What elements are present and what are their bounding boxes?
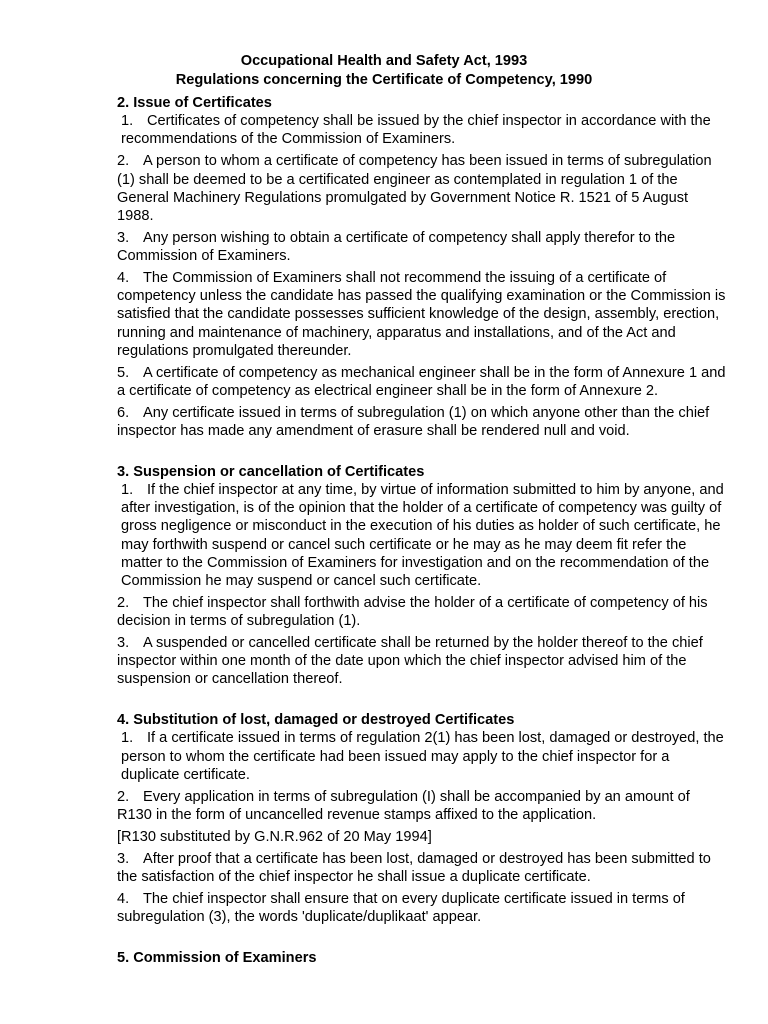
section-spacer: [117, 692, 727, 711]
document-title: [0, 52, 768, 89]
regulation-paragraph: [117, 481, 727, 590]
paragraph-number: 4.: [117, 269, 130, 286]
paragraph-text: A person to whom a certificate of competency has been issued in terms of subregulation (1) shall be deemed to be a certificated engineer as contemplated in regulation 1 of the General Machinery Regulations promulgated by Government Notice R. 1521 of 5 August 1988.: [117, 153, 712, 224]
regulation-paragraph: [117, 364, 727, 400]
section-spacer: [117, 930, 727, 949]
paragraph-text: Certificates of competency shall be issued by the chief inspector in accordance with the recommendations of the Commission of Examiners.: [121, 113, 711, 148]
regulation-paragraph: [117, 850, 727, 886]
regulation-paragraph: [117, 634, 727, 689]
paragraph-text: [R130 substituted by G.N.R.962 of 20 May 1994]: [117, 828, 432, 845]
regulations-title: Regulations concerning the Certificate of Competency, 1990: [175, 71, 593, 88]
paragraph-number: 2.: [117, 788, 130, 805]
paragraph-text: After proof that a certificate has been lost, damaged or destroyed has been submitted to the satisfaction of the chief inspector he shall issue a duplicate certificate.: [117, 850, 711, 885]
regulation-paragraph: [117, 112, 727, 148]
paragraph-text: If a certificate issued in terms of regulation 2(1) has been lost, damaged or destroyed, the person to whom the certificate had been issued may apply to the chief inspector for a duplicate certificate.: [121, 730, 724, 783]
paragraph-number: 5.: [117, 364, 130, 381]
paragraph-number: 6.: [117, 404, 130, 421]
document-body: [117, 94, 727, 967]
paragraph-text: A certificate of competency as mechanical engineer shall be in the form of Annexure 1 and a certificate of competency as electrical engineer shall be in the form of Annexure 2.: [117, 364, 726, 399]
paragraph-number: 1.: [121, 113, 134, 130]
regulation-paragraph: [117, 404, 727, 440]
section-spacer: [117, 444, 727, 463]
regulation-paragraph: [117, 152, 727, 225]
paragraph-number: 3.: [117, 850, 130, 867]
act-title: Occupational Health and Safety Act, 1993: [240, 53, 528, 69]
regulation-paragraph: [117, 828, 727, 846]
paragraph-number: 1.: [121, 730, 134, 747]
regulation-paragraph: [117, 594, 727, 630]
paragraph-number: 3.: [117, 229, 130, 246]
paragraph-text: If the chief inspector at any time, by virtue of information submitted to him by anyone, and after investigation, is of the opinion that the holder of a certificate of competency was guilty of gross negligence or misconduct in the execution of his duties as holder of such certificate, he may forthwith suspend or cancel such certificate or he may as he may deem fit refer the matter to the Commission of Examiners for investigation and on the recommendation of the Commission he may suspend or cancel such certificate.: [121, 481, 724, 589]
paragraph-number: 2.: [117, 594, 130, 611]
regulation-paragraph: [117, 890, 727, 926]
section-heading: 2. Issue of Certificates: [117, 95, 272, 111]
paragraph-text: The Commission of Examiners shall not recommend the issuing of a certificate of competency unless the candidate has passed the qualifying examination or the Commission is satisfied that the candidate possesses sufficient knowledge of the design, assembly, erection, running and maintenance of machinery, apparatus and installations, and of the Act and regulations promulgated thereunder.: [117, 269, 726, 359]
paragraph-text: The chief inspector shall forthwith advise the holder of a certificate of competency of his decision in terms of subregulation (1).: [117, 594, 708, 630]
paragraph-text: Every application in terms of subregulation (I) shall be accompanied by an amount of R130 in the form of uncancelled revenue stamps affixed to the application.: [117, 788, 690, 823]
paragraph-number: 3.: [117, 634, 130, 651]
regulation-paragraph: [117, 229, 727, 265]
regulation-paragraph: [117, 788, 727, 824]
section-heading: 5. Commission of Examiners: [117, 949, 317, 966]
paragraph-text: The chief inspector shall ensure that on every duplicate certificate issued in terms of subregulation (3), the words 'duplicate/duplikaat' appear.: [117, 890, 685, 926]
paragraph-text: Any person wishing to obtain a certificate of competency shall apply therefor to the Commission of Examiners.: [117, 229, 676, 264]
paragraph-number: 2.: [117, 153, 130, 170]
regulation-paragraph: [117, 269, 727, 360]
section-heading: 4. Substitution of lost, damaged or destroyed Certificates: [117, 712, 515, 729]
paragraph-text: A suspended or cancelled certificate shall be returned by the holder thereof to the chief inspector within one month of the date upon which the chief inspector advised him of the suspension or cancellation thereof.: [117, 634, 703, 688]
paragraph-text: Any certificate issued in terms of subregulation (1) on which anyone other than the chief inspector has made any amendment of erasure shall be rendered null and void.: [117, 404, 710, 439]
regulation-paragraph: [117, 729, 727, 784]
section-heading: 3. Suspension or cancellation of Certificates: [117, 463, 425, 480]
paragraph-number: 4.: [117, 890, 130, 907]
paragraph-number: 1.: [121, 481, 134, 498]
